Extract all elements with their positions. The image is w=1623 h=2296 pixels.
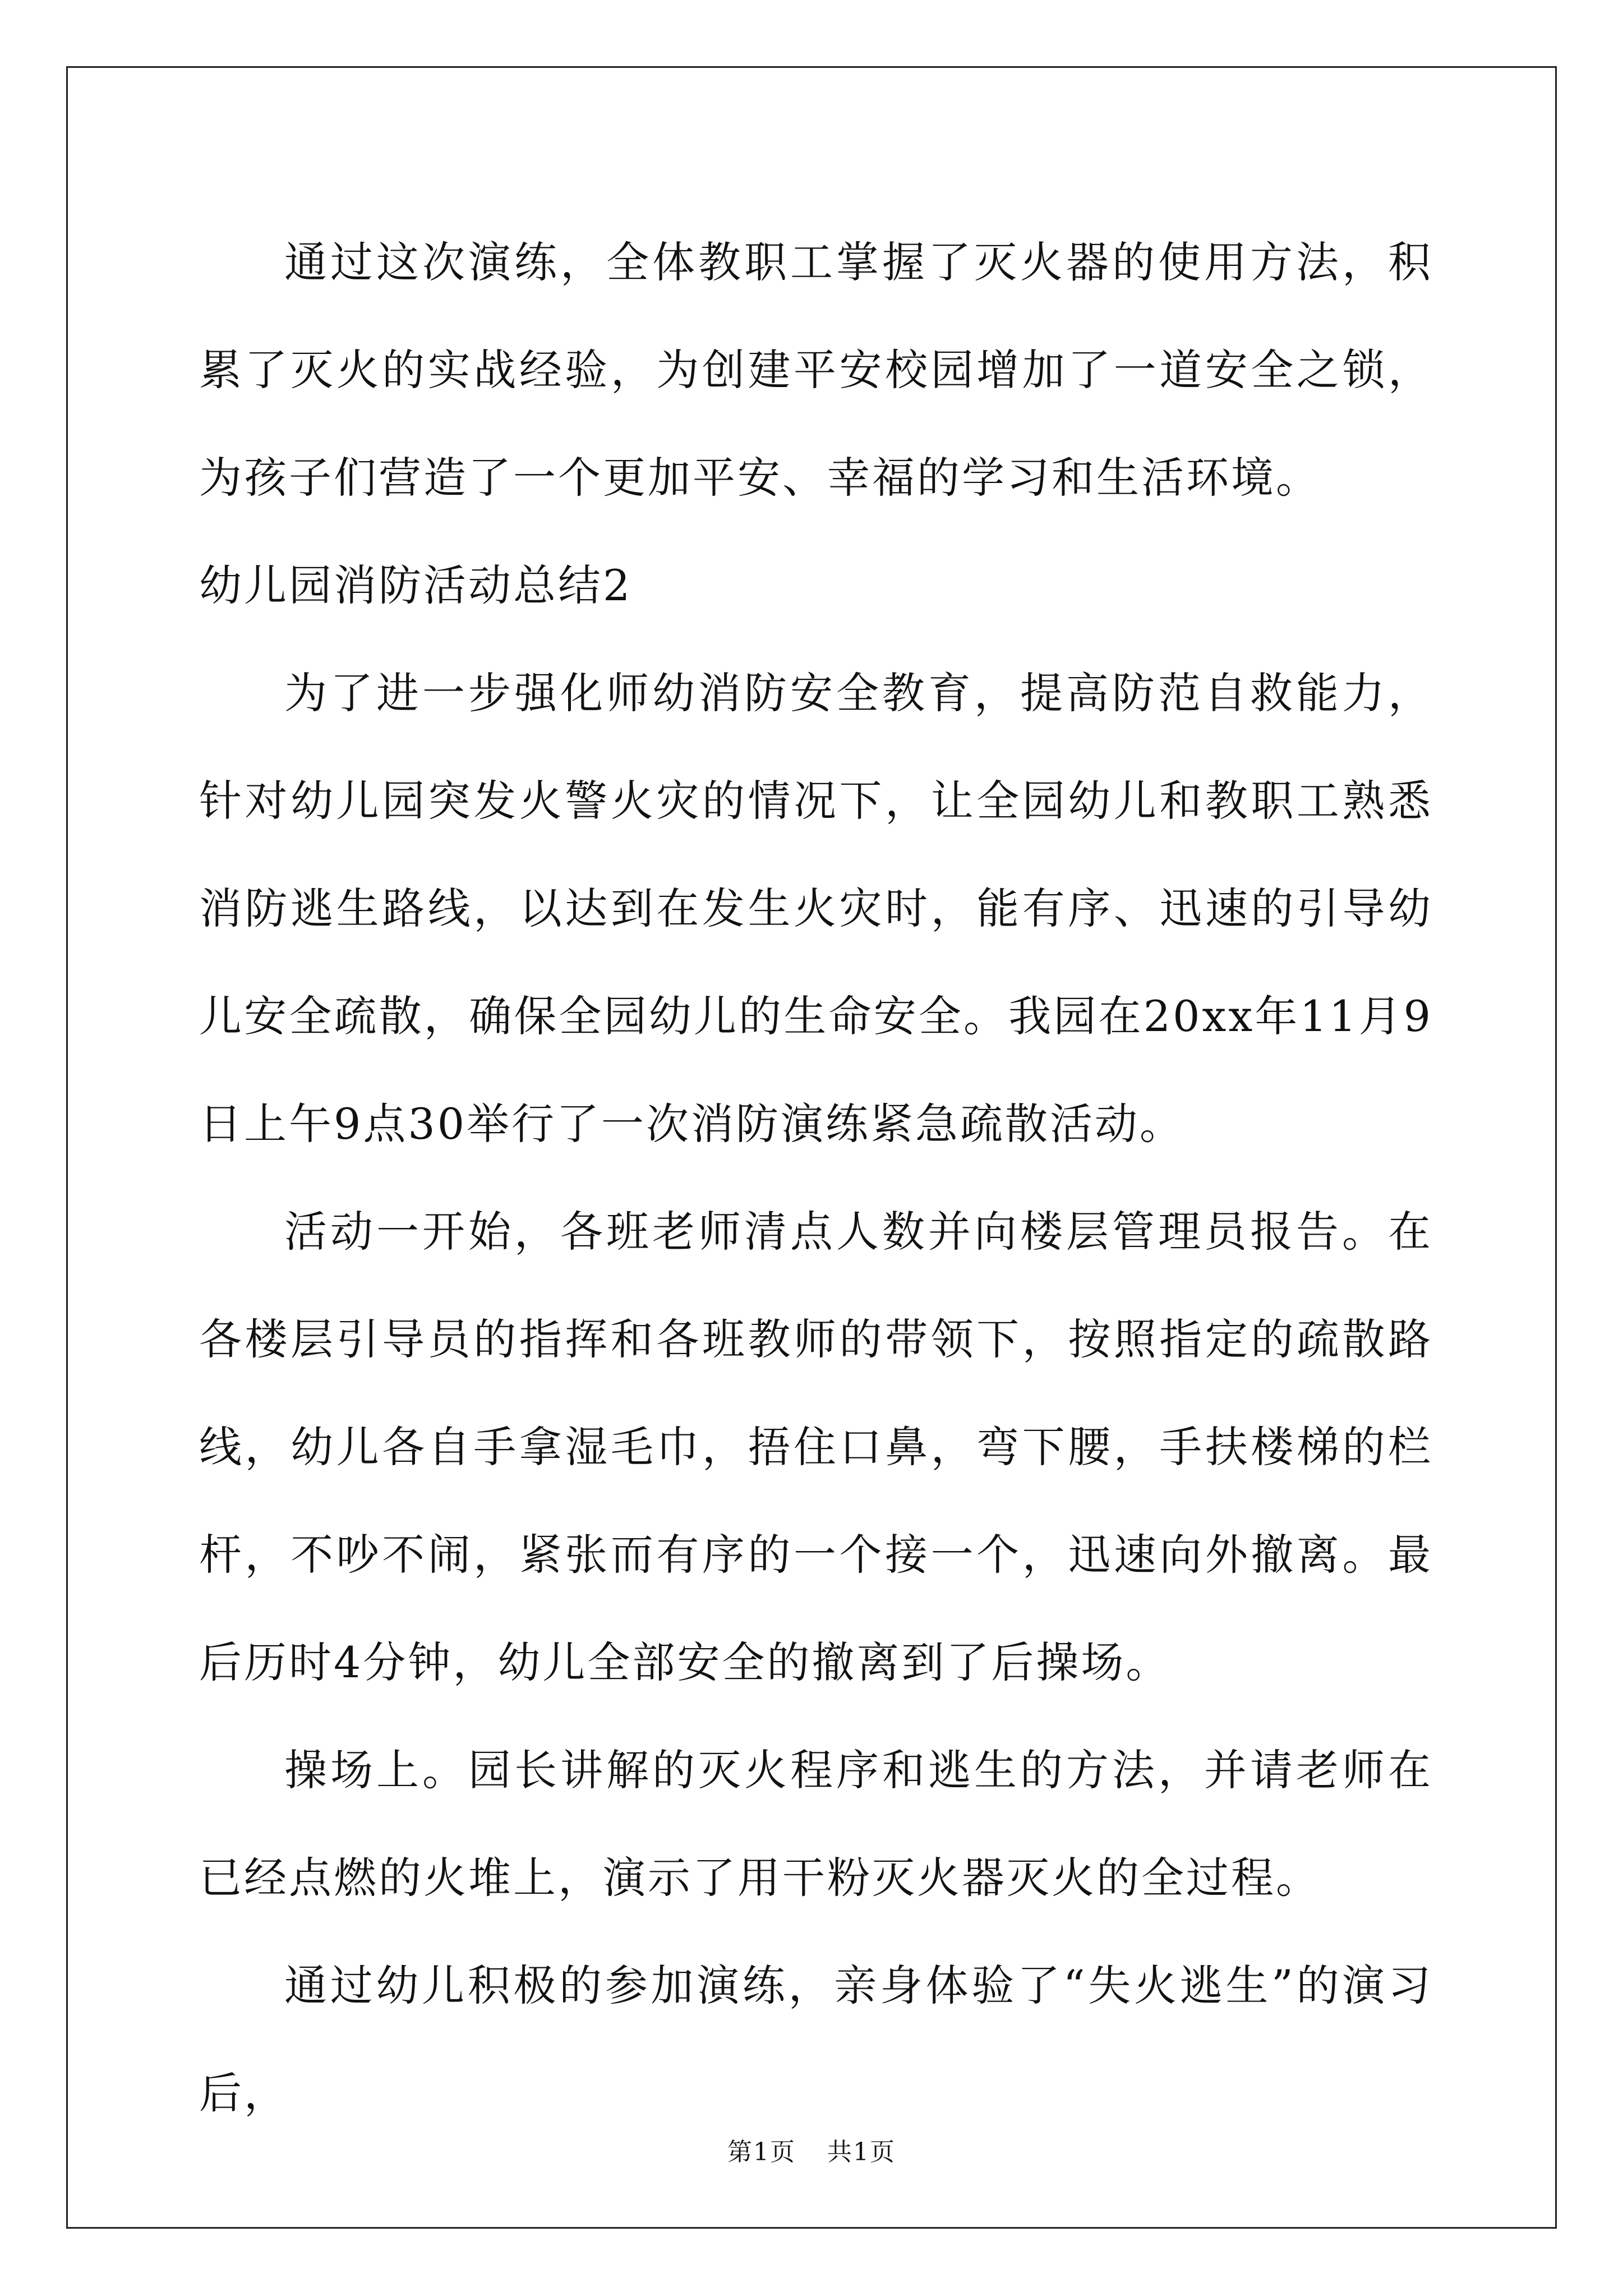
page-number-total: 共1页 [827, 2138, 896, 2166]
paragraph-evacuation: 活动一开始，各班老师清点人数并向楼层管理员报告。在各楼层引导员的指挥和各班教师的带领下，按照指定的疏散路线，幼儿各自手拿湿毛巾，捂住口鼻，弯下腰，手扶楼梯的栏杆，不吵不闹，紧张而有序的一个接一个，迅速向外撤离。最后历时4分钟，幼儿全部安全的撤离到了后操场。 [199, 1207, 1433, 1687]
paragraph-demonstration: 操场上。园长讲解的灭火程序和逃生的方法，并请老师在已经点燃的火堆上，演示了用干粉灭火器灭火的全过程。 [199, 1745, 1433, 1903]
page-footer [0, 2132, 1623, 2168]
paragraph-purpose: 为了进一步强化师幼消防安全教育，提高防范自救能力，针对幼儿园突发火警火灾的情况下，让全园幼儿和教职工熟悉消防逃生路线，以达到在发生火灾时，能有序、迅速的引导幼儿安全疏散，确保全园幼儿的生命安全。我园在20xx年11月9日上午9点30举行了一次消防演练紧急疏散活动。 [199, 668, 1433, 1149]
page-number-current: 第1页 [727, 2138, 796, 2166]
paragraph-experience: 通过幼儿积极的参加演练，亲身体验了“失火逃生”的演习后， [199, 1961, 1433, 2118]
section-heading: 幼儿园消防活动总结2 [199, 560, 633, 610]
document-body [199, 209, 1433, 2147]
paragraph-intro-conclusion: 通过这次演练，全体教职工掌握了灭火器的使用方法，积累了灭火的实战经验，为创建平安校园增加了一道安全之锁，为孩子们营造了一个更加平安、幸福的学习和生活环境。 [199, 237, 1433, 503]
